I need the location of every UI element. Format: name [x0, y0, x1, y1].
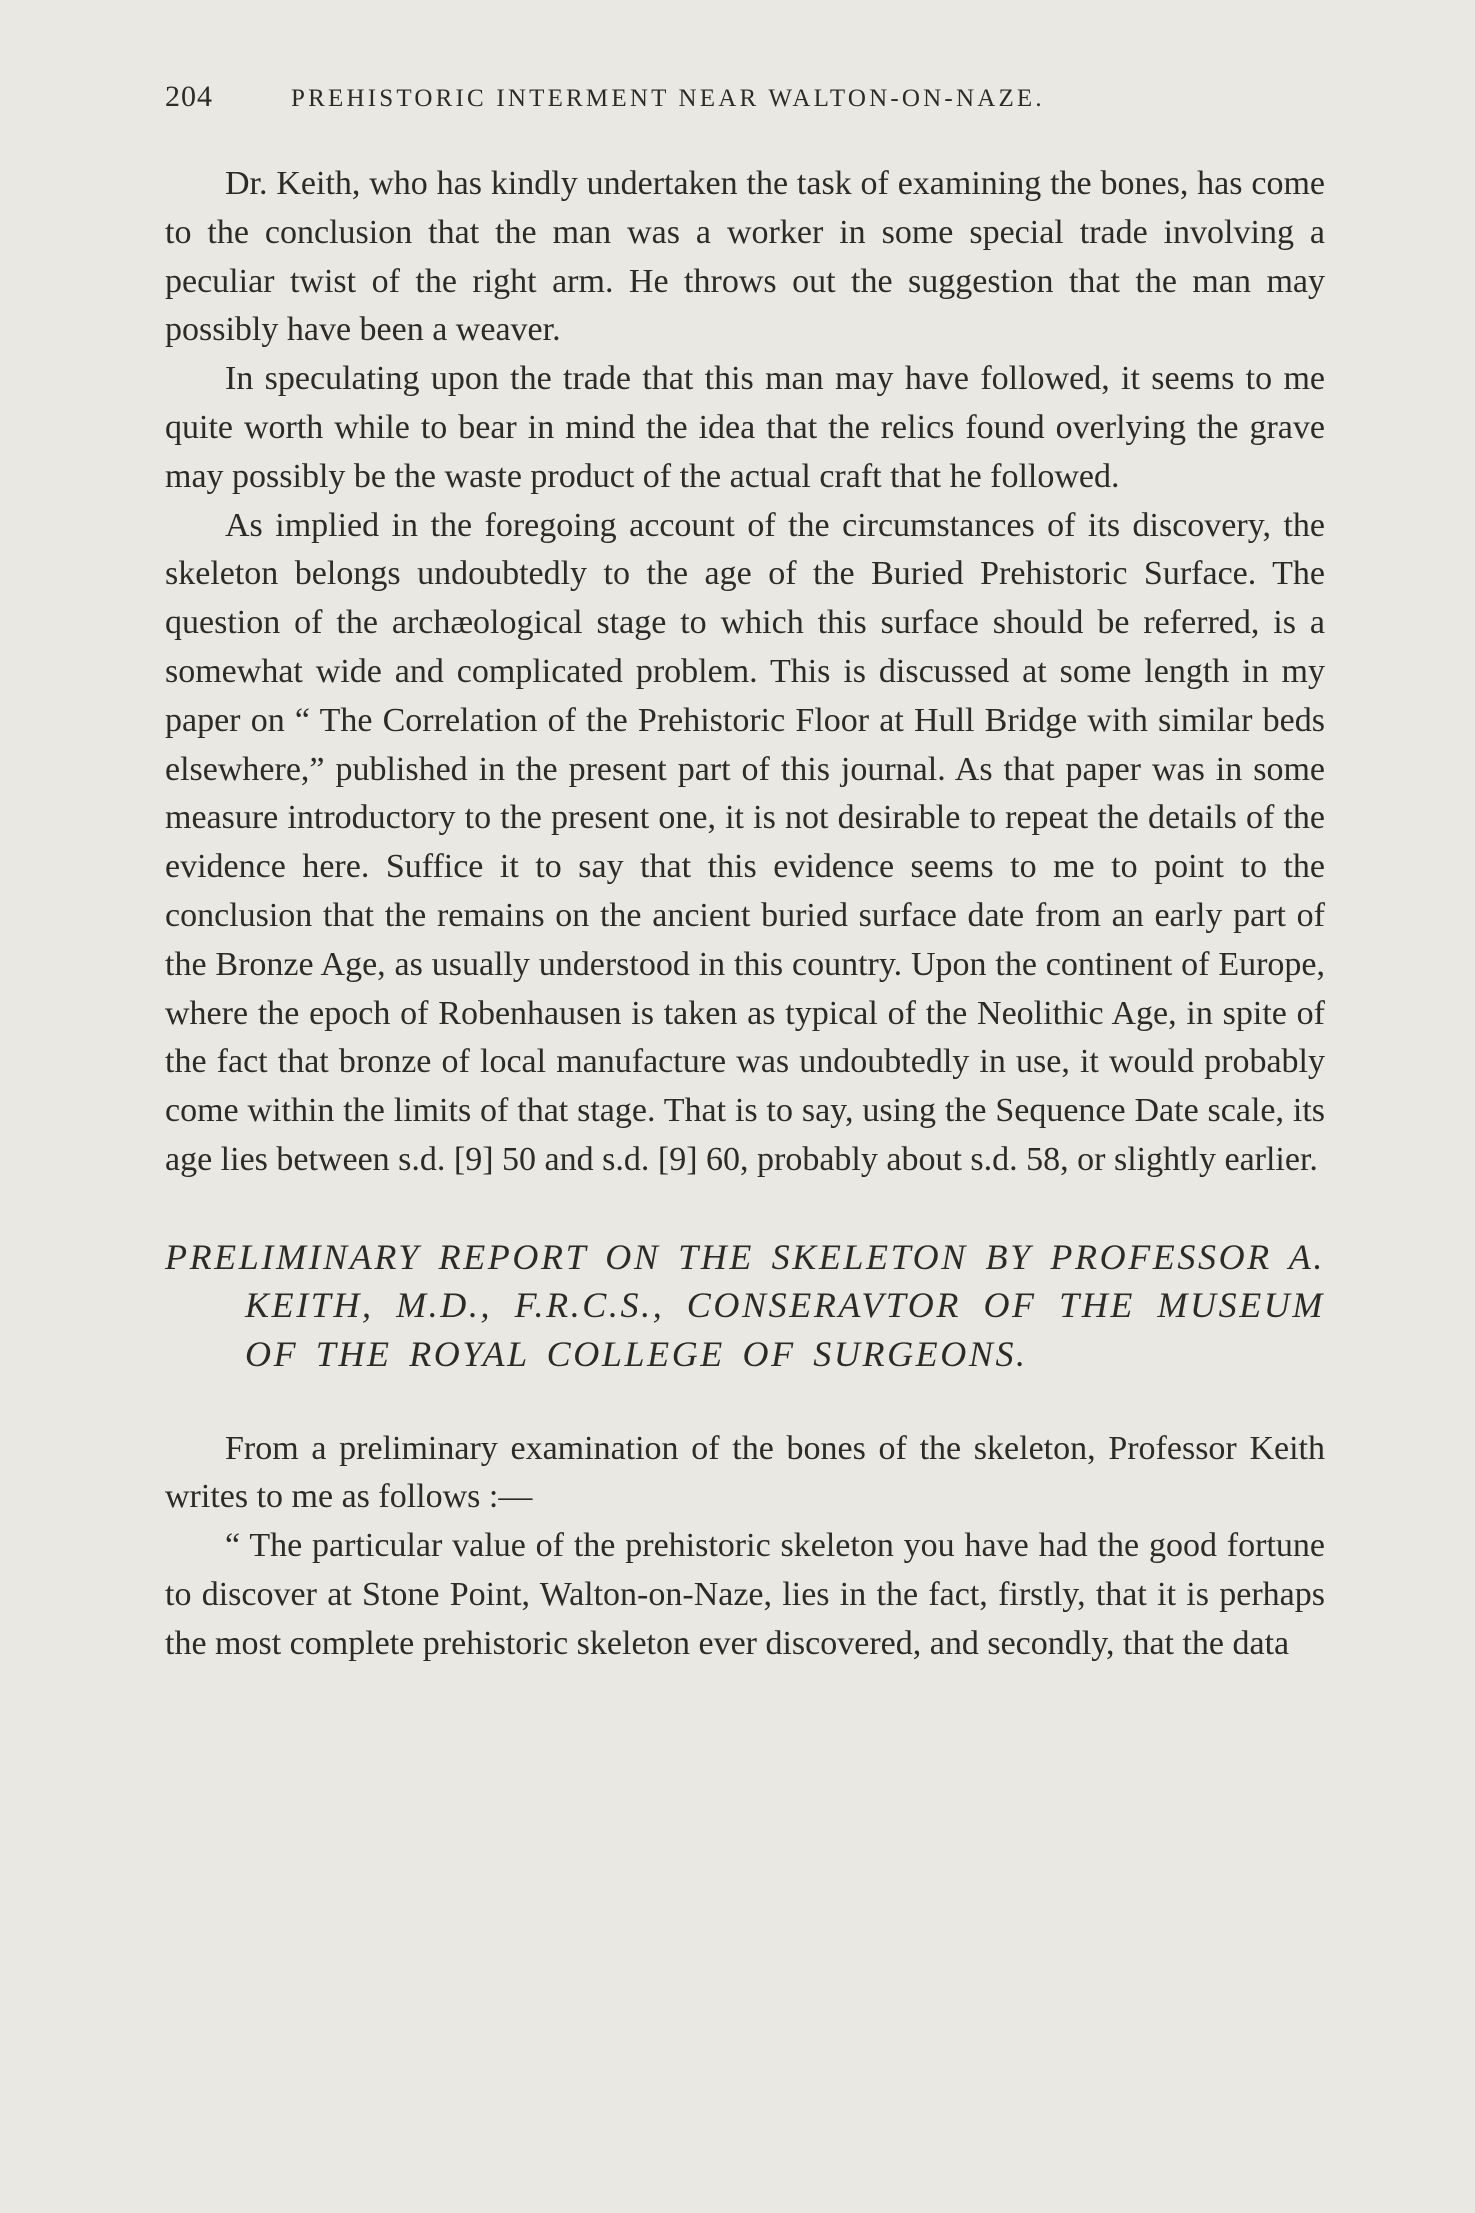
paragraph-dating: As implied in the foregoing account of the circumstances of its discovery, the skeleton belongs undoubtedly to the age of the Buried Prehistoric Surface. The question of the archæological stage to which this surface should be referred, is a somewhat wide and complicated problem. This is discussed at some length in my paper on “ The Correlation of the Prehistoric Floor at Hull Bridge with similar beds elsewhere,” published in the present part of this journal. As that paper was in some measure introductory to the present one, it is not desirable to repeat the details of the evidence here. Suffice it to say that this evidence seems to me to point to the conclusion that the remains on the ancient buried surface date from an early part of the Bronze Age, as usually understood in this country. Upon the continent of Europe, where the epoch of Robenhausen is taken as typical of the Neolithic Age, in spite of the fact that bronze of local manufacture was undoubtedly in use, it would probably come within the limits of that stage. That is to say, using the Sequence Date scale, its age lies between s.d. [9] 50 and s.d. [9] 60, probably about s.d. 58, or slightly earlier. — [165, 506, 1325, 1178]
page-header — [165, 80, 1325, 124]
body-text — [165, 160, 1325, 1669]
paragraph-keith-quote: “ The particular value of the prehistoric skeleton you have had the good fortune to discover at Stone Point, Walton-on-Naze, lies in the fact, firstly, that it is perhaps the most complete prehistoric skeleton ever discovered, and secondly, that the data — [165, 1527, 1325, 1662]
paragraph-keith-intro: From a preliminary examination of the bones of the skeleton, Professor Keith writes to me as follows :— — [165, 1429, 1325, 1516]
paragraph-keith-conclusion: Dr. Keith, who has kindly undertaken the task of examining the bones, has come to the conclusion that the man was a worker in some special trade involving a peculiar twist of the right arm. He throws out the suggestion that the man may possibly have been a weaver. — [165, 165, 1325, 349]
page-number: 204 — [165, 80, 213, 113]
running-title: PREHISTORIC INTERMENT NEAR WALTON-ON-NAZE. — [291, 85, 1045, 112]
section-heading: PRELIMINARY REPORT ON THE SKELETON BY PROFESSOR A. KEITH, M.D., F.R.C.S., CONSERAVTOR OF THE MUSEUM OF THE ROYAL COLLEGE OF SURGEONS. — [165, 1236, 1325, 1374]
paragraph-trade-speculation: In speculating upon the trade that this man may have followed, it seems to me quite worth while to bear in mind the idea that the relics found overlying the grave may possibly be the waste product of the actual craft that he followed. — [165, 360, 1325, 495]
